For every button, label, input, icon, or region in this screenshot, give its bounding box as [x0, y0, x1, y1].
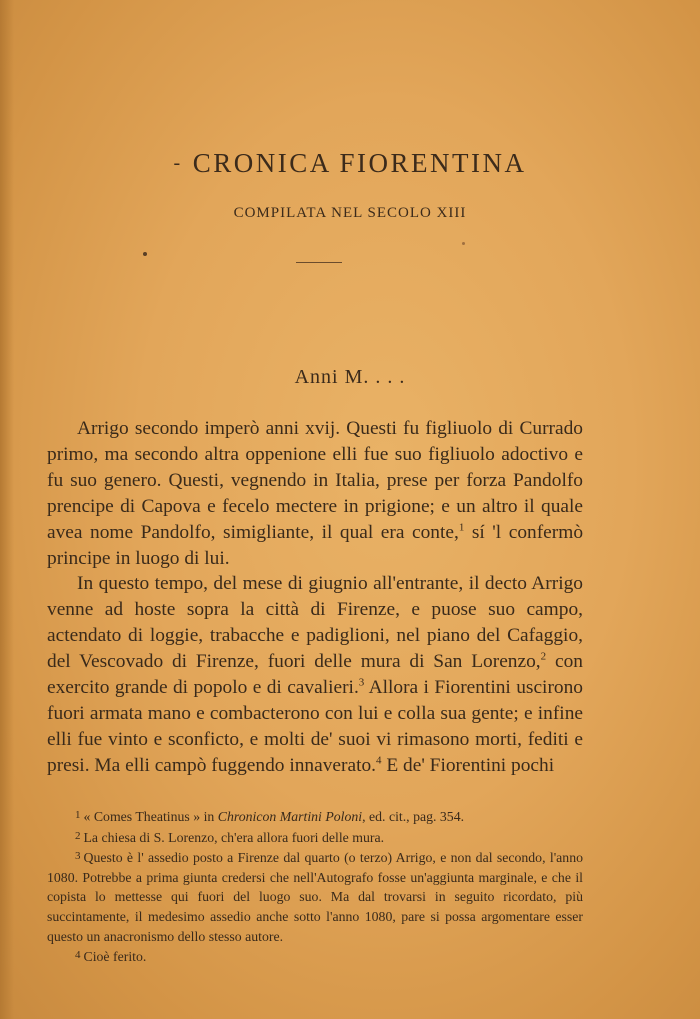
paragraph-1 [47, 416, 583, 571]
footnote-text: Questo è l' assedio posto a Firenze dal quarto (o terzo) Arrigo, e non dal secondo, l'anno 1080. Potrebbe a prima giunta credersi che nell'Autografo fosse un'aggiunta marginale, e che il copista lo mettesse qui fuori del luogo suo. Ma dal trovarsi in seguito ricordato, più succintamente, il medesimo assedio anche sotto l'anno 1080, pare si possa argomentare esser questo un anacronismo dello stesso autore. [47, 850, 583, 944]
title-divider [296, 262, 342, 263]
chapter-title [0, 148, 700, 179]
paragraph-text: Allora i Fiorentini uscirono fuori armata mano e combacterono con lui e colla sua gente; e infine elli fue vinto e sconficto, e molti de' suoi vi rimasono morti, fediti e presi. Ma elli campò fuggendo innaverato. [47, 677, 583, 776]
footnote-1 [47, 806, 583, 827]
footnote-ref: 3 [358, 676, 365, 689]
footnote-number: 1 [75, 809, 81, 821]
footnote-text: « Comes Theatinus » in [83, 809, 218, 824]
paragraph-text: Arrigo secondo imperò anni xvij. Questi fu figliuolo di Currado primo, ma secondo altra oppenione elli fue suo figliuolo adoctivo e fu suo genero. Questi, vegnendo in Italia, prese per forza Pandolfo prencipe di Capova e fecelo mectere in prigione; e un altro il quale avea nome Pandolfo, simigliante, il qual era conte, [47, 418, 583, 543]
paragraph-text: E de' Fiorentini pochi [381, 754, 555, 776]
footnote-number: 3 [75, 850, 81, 863]
chapter-subtitle: COMPILATA NEL SECOLO XIII [233, 205, 467, 221]
footnote-ref: 4 [376, 754, 382, 767]
paragraph-2 [47, 571, 583, 778]
ink-speck [143, 252, 147, 256]
paragraph-text: con exercito grande di popolo e di cavalieri. [47, 651, 583, 699]
footnote-4 [47, 946, 583, 967]
footnotes [47, 806, 583, 967]
footnote-3 [47, 847, 583, 946]
footnote-text: La chiesa di S. Lorenzo, ch'era allora fuori delle mura. [83, 829, 385, 845]
ink-speck [462, 242, 465, 245]
paragraph-text: sí 'l confermò principe in luogo di lui. [47, 521, 584, 569]
footnote-number: 2 [75, 829, 81, 842]
footnote-text: , ed. cit., pag. 354. [362, 809, 465, 824]
title-dash: - [173, 152, 183, 174]
footnote-number: 4 [75, 949, 81, 962]
main-text [47, 416, 583, 779]
paragraph-text: In questo tempo, del mese di giugnio all'entrante, il decto Arrigo venne ad hoste sopra la città di Firenze, e puose suo campo, actendato di loggie, trabacche e padiglioni, nel piano del Cafaggio, del Vescovado di Firenze, fuori delle mura di San Lorenzo, [47, 573, 583, 673]
footnote-text: Cioè ferito. [83, 949, 147, 965]
footnote-ref: 1 [458, 521, 465, 534]
footnote-italic-title: Chronicon Martini Poloni [217, 809, 363, 824]
year-heading: Anni M. . . . [294, 366, 406, 388]
title-text: CRONICA FIORENTINA [192, 148, 527, 178]
footnote-ref: 2 [540, 650, 547, 663]
footnote-2 [47, 827, 583, 848]
